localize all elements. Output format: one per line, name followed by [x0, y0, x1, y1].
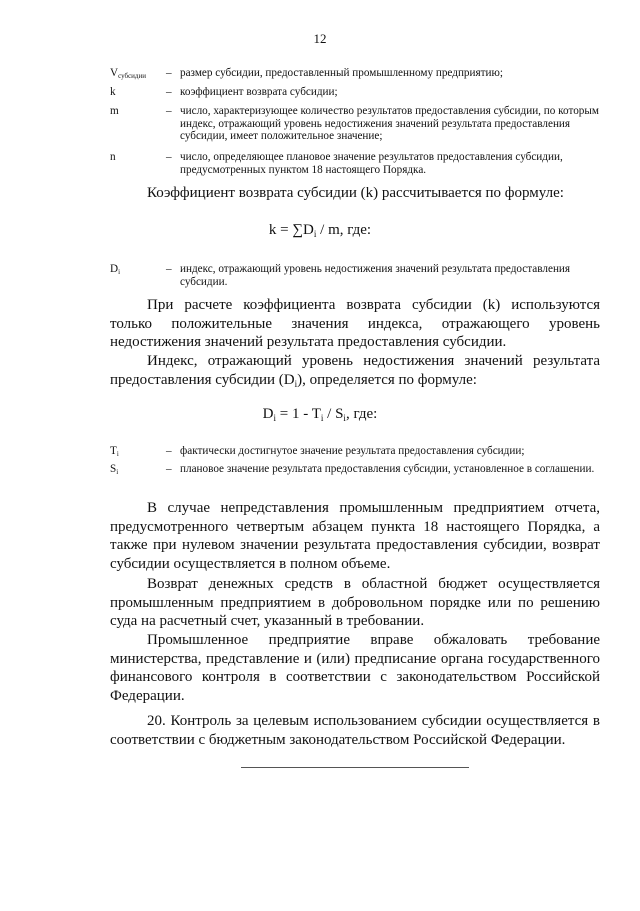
formula-k: $k = \sum D_i / m$, где:: [268, 222, 372, 239]
definition-term: $T_i$: [110, 445, 119, 458]
definition-term: $D_i$: [110, 263, 121, 276]
paragraph-full-return: В случае непредставления промышленным предприятием отчета, предусмотренного четвертым абзацем пункта 18 настоящего Порядка, а также при нулевом значении результата предоставления субсидии, возврат субсидии осуществляется в полном объеме.: [110, 500, 600, 572]
definition-dash: –: [166, 445, 172, 457]
definition-term: m: [110, 105, 119, 117]
definition-dash: –: [166, 67, 172, 79]
paragraph-return-to-budget: Возврат денежных средств в областной бюджет осуществляется промышленным предприятием в добровольном порядке или по решению суда на расчетный счет, указанный в требовании.: [110, 576, 600, 629]
paragraph-20-control: 20. Контроль за целевым использованием субсидии осуществляется в соответствии с бюджетным законодательством Российской Федерации.: [110, 713, 600, 748]
paragraph-appeal: Промышленное предприятие вправе обжаловать требование министерства, представление и (или) предписание органа государственного финансового контроля в соответствии с законодательством Российской Федерации.: [110, 632, 600, 704]
definition-term: n: [110, 151, 116, 163]
formula-di: $D_i = 1 - T_i / S_i$, где:: [262, 406, 378, 423]
definition-term: k: [110, 86, 116, 98]
end-divider: [241, 767, 469, 768]
definition-text: размер субсидии, предоставленный промышленному предприятию;: [180, 67, 503, 79]
definition-dash: –: [166, 86, 172, 98]
definition-text: число, характеризующее количество результатов предоставления субсидии, по которым индекс, отражающий уровень недостижения значений результата предоставления субсидии, имеет положительное значение;: [180, 105, 599, 142]
definition-text: фактически достигнутое значение результата предоставления субсидии;: [180, 445, 525, 457]
definition-dash: –: [166, 263, 172, 275]
paragraph-di-intro: Индекс, отражающий уровень недостижения значений результата предоставления субсидии $(D_i)$, определяется по формуле:: [110, 353, 600, 389]
paragraph-positive-values: При расчете коэффициента возврата субсидии (k) используются только положительные значения индекса, отражающего уровень недостижения значений результата предоставления субсидии.: [110, 297, 600, 350]
definition-text: индекс, отражающий уровень недостижения значений результата предоставления субсидии.: [180, 263, 571, 288]
definition-dash: –: [166, 105, 172, 117]
definition-text: коэффициент возврата субсидии;: [180, 86, 338, 98]
definition-text: число, определяющее плановое значение результатов предоставления субсидии, предусмотренных пунктом 18 настоящего Порядка.: [180, 151, 563, 176]
definition-dash: –: [166, 151, 172, 163]
definition-term: $V_{субсидии}$: [110, 67, 146, 80]
definition-dash: –: [166, 463, 172, 475]
definition-term: $S_i$: [110, 463, 119, 476]
paragraph-k-intro: Коэффициент возврата субсидии (k) рассчитывается по формуле:: [147, 185, 564, 201]
definition-text: плановое значение результата предоставления субсидии, установленное в соглашении.: [180, 463, 595, 475]
page-number: 12: [313, 31, 327, 46]
